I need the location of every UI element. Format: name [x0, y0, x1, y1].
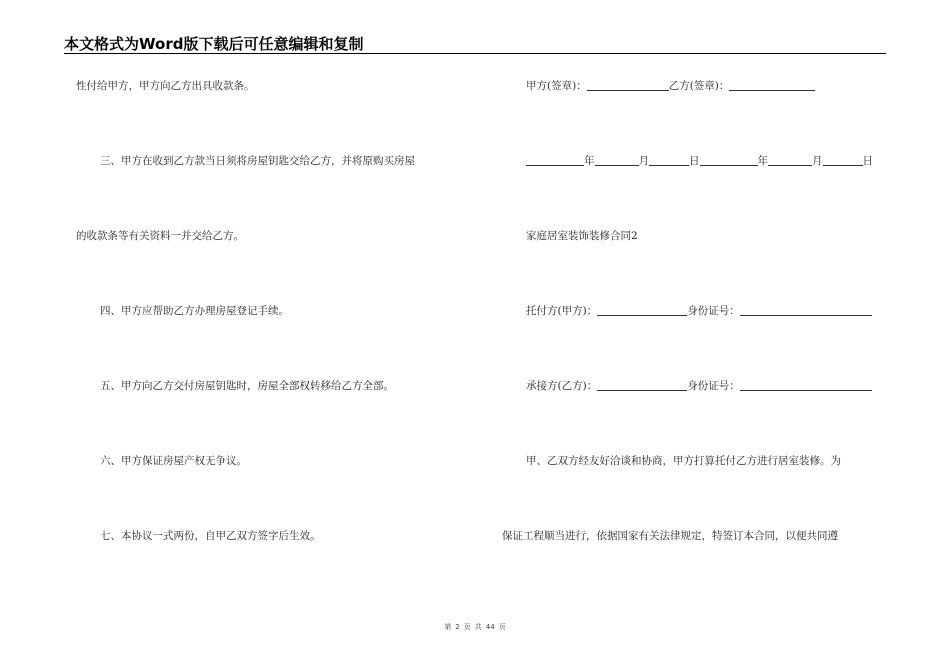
month-label-1: 月 — [638, 155, 649, 167]
party-b-sign-label: 乙方(签章)： — [668, 80, 730, 92]
footer-page-number: 2 — [455, 623, 460, 631]
client-label: 托付方(甲方)： — [526, 305, 598, 317]
header-divider — [64, 53, 886, 54]
client-line — [526, 304, 872, 318]
day-label-2: 日 — [862, 155, 873, 167]
left-line-3: 的收款条等有关资料一并交给乙方。 — [76, 230, 244, 242]
year-blank-2[interactable] — [700, 154, 758, 166]
left-line-5: 五、甲方向乙方交付房屋钥匙时，房屋全部权转移给乙方全部。 — [100, 380, 394, 392]
client-id-label: 身份证号： — [687, 305, 740, 317]
contractor-line — [526, 379, 872, 393]
year-blank-1[interactable] — [526, 154, 584, 166]
day-label-1: 日 — [689, 155, 700, 167]
year-label-1: 年 — [584, 155, 595, 167]
party-a-sign-label: 甲方(签章)： — [526, 80, 587, 92]
party-b-sign-blank[interactable] — [729, 79, 815, 91]
left-line-1: 性付给甲方，甲方向乙方出具收款条。 — [76, 80, 255, 92]
document-header-title: 本文格式为Word版下载后可任意编辑和复制 — [64, 35, 364, 53]
footer-total-number: 44 — [485, 623, 495, 631]
day-blank-2[interactable] — [823, 154, 863, 166]
footer-page-unit: 页 — [463, 623, 471, 631]
year-label-2: 年 — [757, 155, 768, 167]
left-line-4: 四、甲方应帮助乙方办理房屋登记手续。 — [100, 305, 289, 317]
contractor-id-blank[interactable] — [740, 379, 872, 391]
signature-line — [526, 79, 815, 93]
contractor-label: 承接方(乙方)： — [526, 380, 598, 392]
contractor-name-blank[interactable] — [597, 379, 687, 391]
day-blank-1[interactable] — [649, 154, 689, 166]
contract-title: 家庭居室装饰装修合同2 — [526, 230, 638, 242]
left-line-2: 三、甲方在收到乙方款当日须将房屋钥匙交给乙方，并将原购买房屋 — [100, 155, 415, 167]
footer-total-prefix: 共 — [474, 623, 482, 631]
date-line — [526, 154, 873, 168]
contractor-id-label: 身份证号： — [687, 380, 740, 392]
client-name-blank[interactable] — [597, 304, 687, 316]
right-para-1: 甲、乙双方经友好洽谈和协商，甲方打算托付乙方进行居室装修。为 — [526, 455, 841, 467]
page-footer — [0, 622, 950, 632]
right-para-2: 保证工程顺当进行，依据国家有关法律规定，特签订本合同，以便共同遵 — [502, 530, 838, 542]
footer-page-prefix: 第 — [444, 623, 452, 631]
left-line-7: 七、本协议一式两份，自甲乙双方签字后生效。 — [100, 530, 321, 542]
month-label-2: 月 — [812, 155, 823, 167]
left-line-6: 六、甲方保证房屋产权无争议。 — [100, 455, 247, 467]
month-blank-1[interactable] — [595, 154, 639, 166]
client-id-blank[interactable] — [740, 304, 872, 316]
footer-total-unit: 页 — [498, 623, 506, 631]
month-blank-2[interactable] — [768, 154, 812, 166]
party-a-sign-blank[interactable] — [587, 79, 669, 91]
